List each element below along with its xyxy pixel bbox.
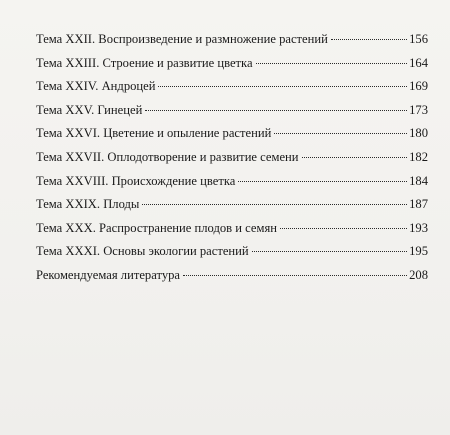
toc-entry-page: 187 (409, 197, 428, 212)
table-of-contents (36, 28, 428, 288)
toc-entry (36, 122, 428, 146)
dot-leader (158, 86, 407, 87)
toc-entry (36, 217, 428, 241)
dot-leader (280, 228, 407, 229)
toc-entry-title: Тема XXVIII. Происхождение цветка (36, 173, 236, 188)
dot-leader (142, 204, 407, 205)
toc-entry-title: Тема XXIX. Плоды (36, 197, 140, 212)
toc-entry-page: 173 (409, 102, 428, 117)
toc-entry-title: Тема XXII. Воспроизведение и размножение растений (36, 32, 328, 46)
dot-leader (274, 133, 407, 134)
dot-leader (145, 110, 407, 111)
toc-entry (36, 52, 428, 76)
toc-entry-title: Тема XXXI. Основы экологии растений (36, 244, 249, 259)
toc-entry-page: 182 (409, 149, 428, 164)
toc-entry-page: 184 (409, 173, 428, 188)
toc-entry-page: 193 (409, 220, 428, 235)
toc-entry (36, 146, 428, 170)
toc-entry (36, 75, 428, 99)
toc-entry (36, 28, 428, 52)
toc-entry (36, 99, 428, 123)
dot-leader (302, 157, 408, 158)
toc-entry-page: 156 (409, 32, 428, 46)
dot-leader (331, 39, 407, 40)
toc-entry-title: Тема XXX. Распространение плодов и семян (36, 220, 277, 235)
toc-entry-page: 180 (409, 126, 428, 141)
toc-entry (36, 170, 428, 194)
toc-entry-page: 195 (409, 244, 428, 259)
toc-entry-title: Тема XXIII. Строение и развитие цветка (36, 55, 253, 70)
toc-entry-title: Тема XXIV. Андроцей (36, 79, 156, 94)
toc-entry (36, 240, 428, 264)
dot-leader (183, 275, 407, 276)
toc-entry-title: Тема XXV. Гинецей (36, 102, 143, 117)
toc-entry-page: 164 (409, 55, 428, 70)
toc-entry-page: 208 (409, 267, 428, 282)
toc-entry-title: Тема XXVI. Цветение и опыление растений (36, 126, 272, 141)
dot-leader (238, 181, 407, 182)
toc-entry-title: Рекомендуемая литература (36, 267, 181, 282)
toc-entry-title: Тема XXVII. Оплодотворение и развитие семени (36, 149, 299, 164)
toc-entry (36, 193, 428, 217)
dot-leader (256, 63, 408, 64)
toc-entry (36, 264, 428, 288)
toc-entry-page: 169 (409, 79, 428, 94)
dot-leader (252, 251, 407, 252)
